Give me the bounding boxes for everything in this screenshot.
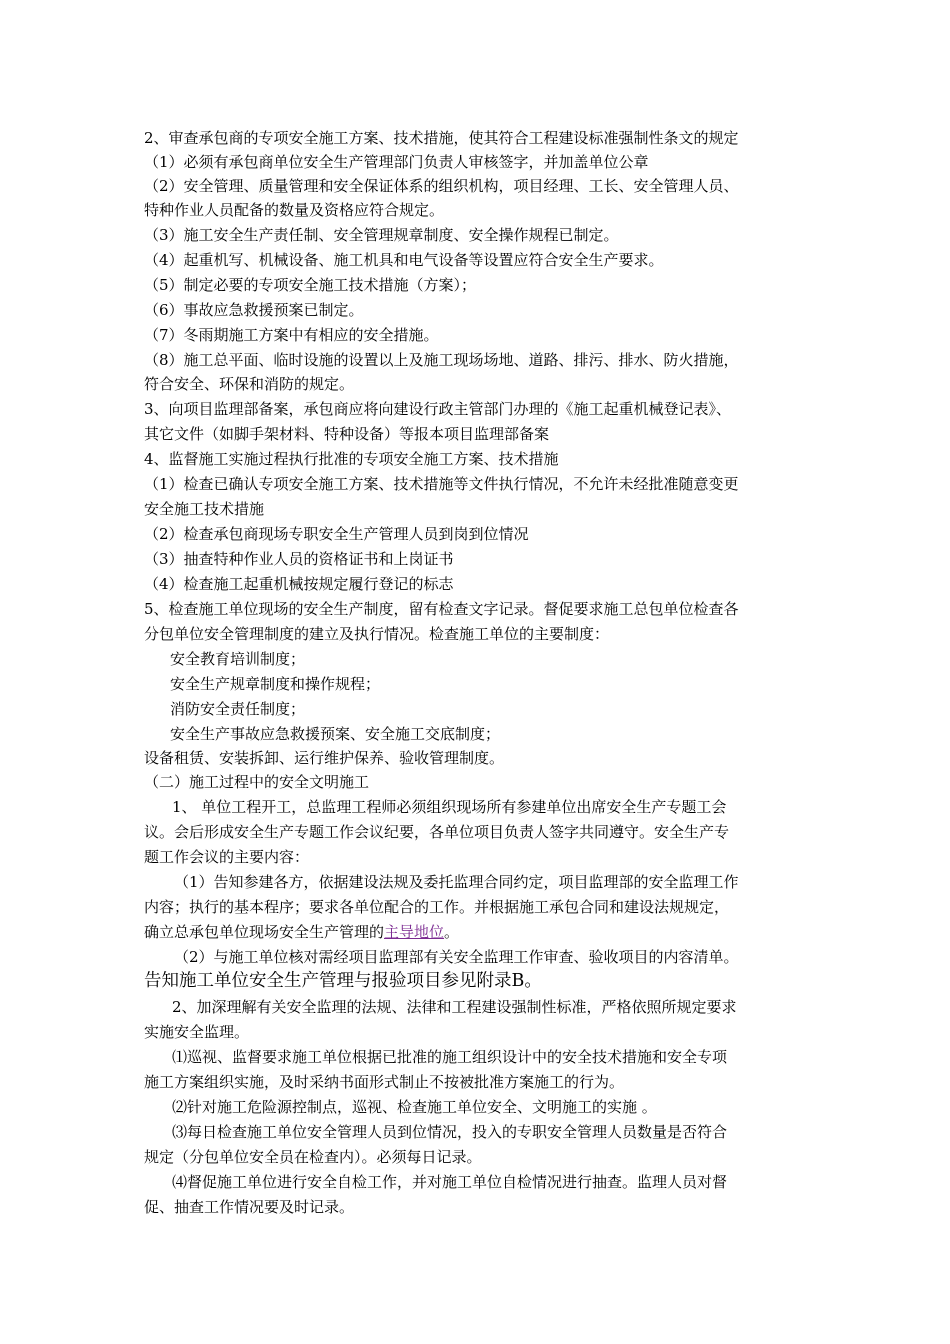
paragraph-line: （5）制定必要的专项安全施工技术措施（方案）； bbox=[144, 276, 477, 294]
paragraph-line bbox=[144, 920, 824, 944]
paragraph-line: 特种作业人员配备的数量及资格应符合规定。 bbox=[144, 201, 445, 219]
list-item: 安全生产事故应急救援预案、安全施工交底制度； bbox=[170, 725, 501, 743]
paragraph-line: 其它文件（如脚手架材料、特种设备）等报本项目监理部备案 bbox=[144, 425, 550, 443]
paragraph-line: 议。会后形成安全生产专题工作会议纪要，各单位项目负责人签字共同遵守。安全生产专 bbox=[144, 823, 730, 841]
paragraph-line: 2、加深理解有关安全监理的法规、法律和工程建设强制性标准，严格依照所规定要求 bbox=[172, 998, 737, 1016]
list-item: 安全生产规章制度和操作规程； bbox=[170, 675, 381, 693]
paragraph-line: 题工作会议的主要内容： bbox=[144, 848, 310, 866]
hyperlink-leading-position[interactable]: 主导地位 bbox=[384, 923, 445, 941]
paragraph-line: 安全施工技术措施 bbox=[144, 500, 265, 518]
section-5-heading: 5、检查施工单位现场的安全生产制度，留有检查文字记录。督促要求施工总包单位检查各 bbox=[144, 600, 739, 618]
paragraph-line: （4）起重机写、机械设备、施工机具和电气设备等设置应符合安全生产要求。 bbox=[144, 251, 664, 269]
paragraph-line: （1）必须有承包商单位安全生产管理部门负责人审核签字，并加盖单位公章 bbox=[144, 153, 649, 171]
paragraph-line: 促、抽查工作情况要及时记录。 bbox=[144, 1198, 355, 1216]
paragraph-line: ⑶每日检查施工单位安全管理人员到位情况，投入的专职安全管理人员数量是否符合 bbox=[172, 1123, 728, 1141]
paragraph-line: 施工方案组织实施，及时采纳书面形式制止不按被批准方案施工的行为。 bbox=[144, 1073, 625, 1091]
paragraph-line: （1）告知参建各方，依据建设法规及委托监理合同约定，项目监理部的安全监理工作 bbox=[174, 873, 739, 891]
paragraph-line: （2）检查承包商现场专职安全生产管理人员到岗到位情况 bbox=[144, 525, 529, 543]
paragraph-line: （3）施工安全生产责任制、安全管理规章制度、安全操作规程已制定。 bbox=[144, 226, 619, 244]
paragraph-text: 。 bbox=[444, 923, 460, 941]
paragraph-line: ⑷督促施工单位进行安全自检工作，并对施工单位自检情况进行抽查。监理人员对督 bbox=[172, 1173, 728, 1191]
paragraph-line: （1）检查已确认专项安全施工方案、技术措施等文件执行情况，不允许未经批准随意变更 bbox=[144, 475, 739, 493]
paragraph-line: 内容；执行的基本程序；要求各单位配合的工作。并根据施工承包合同和建设法规规定， bbox=[144, 898, 730, 916]
paragraph-line: 规定（分包单位安全员在检查内）。必须每日记录。 bbox=[144, 1148, 482, 1166]
paragraph-line: （7）冬雨期施工方案中有相应的安全措施。 bbox=[144, 326, 439, 344]
paragraph-line: 分包单位安全管理制度的建立及执行情况。检查施工单位的主要制度： bbox=[144, 625, 610, 643]
paragraph-line: 实施安全监理。 bbox=[144, 1023, 250, 1041]
paragraph-line: ⑵针对施工危险源控制点，巡视、检查施工单位安全、文明施工的实施 。 bbox=[172, 1098, 657, 1116]
paragraph-line: （2）安全管理、质量管理和安全保证体系的组织机构，项目经理、工长、安全管理人员、 bbox=[144, 177, 739, 195]
section-3-heading: 3、向项目监理部备案，承包商应将向建设行政主管部门办理的《施工起重机械登记表》、 bbox=[144, 400, 732, 418]
paragraph-line: （2）与施工单位核对需经项目监理部有关安全监理工作审查、验收项目的内容清单。 bbox=[174, 948, 739, 966]
list-item: 设备租赁、安装拆卸、运行维护保养、验收管理制度。 bbox=[144, 749, 505, 767]
paragraph-text: 确立总承包单位现场安全生产管理的 bbox=[144, 923, 385, 941]
paragraph-line: （3）抽查特种作业人员的资格证书和上岗证书 bbox=[144, 550, 454, 568]
section-4-heading: 4、监督施工实施过程执行批准的专项安全施工方案、技术措施 bbox=[144, 450, 559, 468]
paragraph-line: 1、 单位工程开工，总监理工程师必须组织现场所有参建单位出席安全生产专题工会 bbox=[172, 798, 727, 816]
paragraph-line: 告知施工单位安全生产管理与报验项目参见附录B。 bbox=[144, 971, 542, 991]
paragraph-line: ⑴巡视、监督要求施工单位根据已批准的施工组织设计中的安全技术措施和安全专项 bbox=[172, 1048, 728, 1066]
section-2-heading: 2、审查承包商的专项安全施工方案、技术措施，使其符合工程建设标准强制性条文的规定 bbox=[144, 129, 739, 147]
list-item: 安全教育培训制度； bbox=[170, 650, 306, 668]
subsection-heading: （二）施工过程中的安全文明施工 bbox=[144, 773, 370, 791]
paragraph-line: （4）检查施工起重机械按规定履行登记的标志 bbox=[144, 575, 454, 593]
paragraph-line: （8）施工总平面、临时设施的设置以上及施工现场场地、道路、排污、排水、防火措施， bbox=[144, 351, 739, 369]
list-item: 消防安全责任制度； bbox=[170, 700, 306, 718]
paragraph-line: 符合安全、环保和消防的规定。 bbox=[144, 375, 355, 393]
paragraph-line: （6）事故应急救援预案已制定。 bbox=[144, 301, 364, 319]
